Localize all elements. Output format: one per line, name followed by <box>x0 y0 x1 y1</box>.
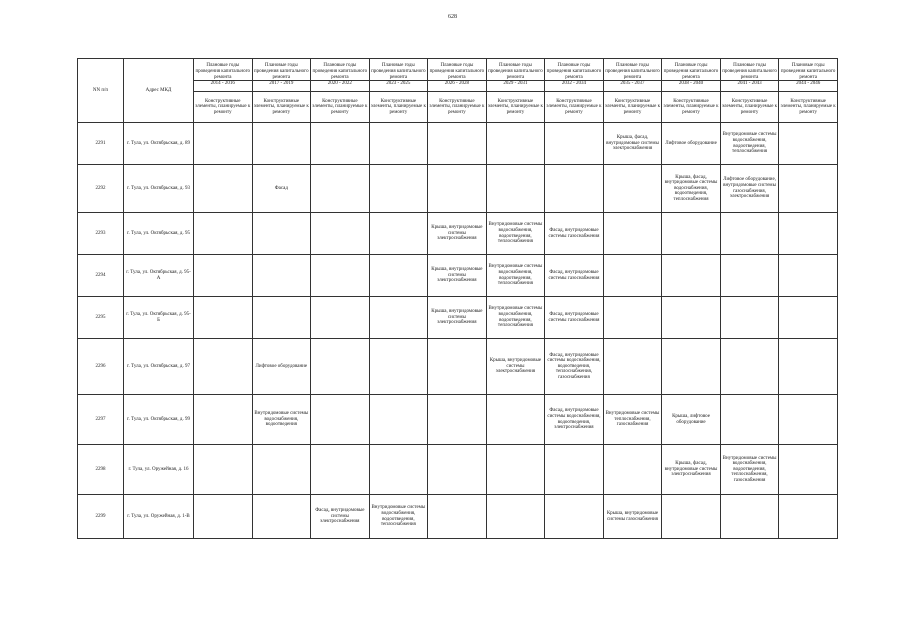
period-header <box>720 59 779 92</box>
period-cell <box>369 445 428 495</box>
row-address: г. Тула, ул. Октябрьская, д. 89 <box>124 123 194 165</box>
period-cell: Лифтовое оборудование <box>252 339 311 395</box>
period-cell <box>311 297 370 339</box>
elements-header: Конструктивные элементы, планируемые к ремонту <box>603 92 662 123</box>
period-cell: Внутридомовые системы водоснабжения, водоотведения, теплоснабжения <box>486 213 545 255</box>
period-cell <box>369 297 428 339</box>
period-cell <box>720 297 779 339</box>
period-cell <box>252 495 311 539</box>
period-cell: Крыша, фасад, внутридомовые системы электроснабжения <box>603 123 662 165</box>
period-cell <box>545 123 604 165</box>
elements-header: Конструктивные элементы, планируемые к ремонту <box>428 92 487 123</box>
table-body <box>78 123 838 539</box>
table-row <box>78 297 838 339</box>
period-cell <box>369 123 428 165</box>
period-label: Плановые годы проведения капитального ремонта <box>780 63 836 80</box>
row-number: 2294 <box>78 255 124 297</box>
period-cell <box>486 395 545 445</box>
period-cell <box>369 213 428 255</box>
period-cell <box>603 339 662 395</box>
period-cell <box>486 495 545 539</box>
period-cell: Внутридомовые системы водоснабжения, водоотведения, теплоснабжения <box>720 123 779 165</box>
period-cell: Крыша, внутридомовые системы электроснабжения <box>428 297 487 339</box>
period-years: 2041 - 2043 <box>721 80 779 87</box>
period-cell <box>311 445 370 495</box>
period-cell: Крыша, внутридомовые системы электроснабжения <box>428 213 487 255</box>
elements-header: Конструктивные элементы, планируемые к ремонту <box>720 92 779 123</box>
table-row <box>78 123 838 165</box>
period-cell <box>428 395 487 445</box>
period-cell <box>486 165 545 213</box>
period-cell <box>194 123 253 165</box>
row-address: г. Тула, ул. Октябрьская, д. 95 <box>124 213 194 255</box>
period-cell <box>662 339 721 395</box>
table-row <box>78 339 838 395</box>
period-cell <box>779 123 838 165</box>
period-cell <box>369 165 428 213</box>
period-cell <box>428 495 487 539</box>
period-cell <box>194 213 253 255</box>
row-address: г. Тула, ул. Оружейная, д. 1-В <box>124 495 194 539</box>
row-number: 2292 <box>78 165 124 213</box>
period-cell <box>369 395 428 445</box>
period-cell: Фасад, внутридомовые системы газоснабжения <box>545 297 604 339</box>
period-cell <box>662 213 721 255</box>
period-years: 2026 - 2028 <box>428 80 486 87</box>
period-cell: Фасад, внутридомовые системы газоснабжения <box>545 255 604 297</box>
period-cell <box>545 495 604 539</box>
elements-header: Конструктивные элементы, планируемые к ремонту <box>369 92 428 123</box>
period-cell <box>720 255 779 297</box>
period-cell <box>428 123 487 165</box>
period-label: Плановые годы проведения капитального ремонта <box>429 63 485 80</box>
row-address: г. Тула, ул. Октябрьская, д. 95-А <box>124 255 194 297</box>
period-header <box>369 59 428 92</box>
period-header <box>662 59 721 92</box>
period-cell: Фасад, внутридомовые системы электроснабжения <box>311 495 370 539</box>
period-cell: Внутридомовые системы водоснабжения, водоотведения, теплоснабжения <box>369 495 428 539</box>
period-label: Плановые годы проведения капитального ремонта <box>488 63 543 80</box>
period-cell <box>779 297 838 339</box>
num-header: NN п/п <box>78 59 124 123</box>
period-header <box>311 59 370 92</box>
period-cell <box>194 445 253 495</box>
period-label: Плановые годы проведения капитального ремонта <box>722 63 777 80</box>
period-cell <box>428 165 487 213</box>
elements-header: Конструктивные элементы, планируемые к ремонту <box>194 92 253 123</box>
period-cell <box>311 213 370 255</box>
period-cell <box>428 445 487 495</box>
period-cell <box>369 339 428 395</box>
period-cell: Фасад <box>252 165 311 213</box>
period-cell <box>311 255 370 297</box>
period-cell <box>662 495 721 539</box>
period-cell <box>252 255 311 297</box>
period-cell <box>603 213 662 255</box>
period-cell <box>194 395 253 445</box>
row-number: 2298 <box>78 445 124 495</box>
period-cell <box>720 495 779 539</box>
period-cell <box>252 123 311 165</box>
row-number: 2299 <box>78 495 124 539</box>
capital-repair-table <box>77 58 838 539</box>
period-label: Плановые годы проведения капитального ремонта <box>605 63 660 80</box>
period-cell <box>720 213 779 255</box>
elements-header: Конструктивные элементы, планируемые к ремонту <box>486 92 545 123</box>
period-years: 2035 - 2037 <box>604 80 662 87</box>
period-header <box>194 59 253 92</box>
period-cell <box>252 297 311 339</box>
period-years: 2032 - 2034 <box>545 80 603 87</box>
period-cell: Крыша, фасад, внутридомовые системы водоснабжения, водоотведения, теплоснабжения <box>662 165 721 213</box>
period-label: Плановые годы проведения капитального ремонта <box>546 63 602 80</box>
period-cell <box>779 445 838 495</box>
address-header: Адрес МКД <box>124 59 194 123</box>
period-label: Плановые годы проведения капитального ремонта <box>312 63 368 80</box>
period-cell: Крыша, внутридомовые системы электроснабжения <box>486 339 545 395</box>
period-cell: Крыша, внутридомовые системы электроснабжения <box>428 255 487 297</box>
table-row <box>78 255 838 297</box>
period-cell: Крыша, фасад, внутридомовые системы электроснабжения <box>662 445 721 495</box>
row-number: 2293 <box>78 213 124 255</box>
row-address: г. Тула, ул. Октябрьская, д. 93 <box>124 165 194 213</box>
period-cell: Внутридомовые системы теплоснабжения, газоснабжения <box>603 395 662 445</box>
period-header <box>545 59 604 92</box>
period-label: Плановые годы проведения капитального ремонта <box>663 63 719 80</box>
period-cell <box>428 339 487 395</box>
period-cell <box>603 297 662 339</box>
period-cell: Крыша, внутридомовые системы газоснабжения <box>603 495 662 539</box>
period-header <box>779 59 838 92</box>
period-cell: Внутридомовые системы водоснабжения, водоотведения, теплоснабжения, газоснабжения <box>720 445 779 495</box>
period-cell <box>779 213 838 255</box>
elements-header: Конструктивные элементы, планируемые к ремонту <box>311 92 370 123</box>
period-cell: Внутридомовые системы водоснабжения, водоотведения, теплоснабжения <box>486 297 545 339</box>
period-years: 2029 - 2031 <box>487 80 545 87</box>
period-cell <box>311 395 370 445</box>
period-cell <box>779 395 838 445</box>
page-number: 628 <box>448 14 457 20</box>
table-row <box>78 165 838 213</box>
period-cell: Крыша, лифтовое оборудование <box>662 395 721 445</box>
elements-header: Конструктивные элементы, планируемые к ремонту <box>779 92 838 123</box>
period-cell <box>779 165 838 213</box>
period-label: Плановые годы проведения капитального ремонта <box>195 63 251 80</box>
period-cell: Лифтовое оборудование <box>662 123 721 165</box>
period-cell: Фасад, внутридомовые системы водоснабжения, водоотведения, теплоснабжения, газоснабжения <box>545 339 604 395</box>
period-cell <box>779 495 838 539</box>
period-cell <box>720 395 779 445</box>
period-cell <box>603 255 662 297</box>
period-cell <box>252 445 311 495</box>
table-row <box>78 395 838 445</box>
row-number: 2291 <box>78 123 124 165</box>
period-header <box>252 59 311 92</box>
period-header <box>603 59 662 92</box>
period-cell <box>545 165 604 213</box>
period-years: 2017 - 2019 <box>253 80 311 87</box>
period-cell <box>662 297 721 339</box>
row-number: 2296 <box>78 339 124 395</box>
period-cell <box>252 213 311 255</box>
row-number: 2295 <box>78 297 124 339</box>
header-row-periods <box>78 59 838 92</box>
period-years: 2020 - 2022 <box>311 80 369 87</box>
period-cell <box>194 495 253 539</box>
period-cell <box>194 255 253 297</box>
period-cell <box>311 123 370 165</box>
elements-header: Конструктивные элементы, планируемые к ремонту <box>545 92 604 123</box>
period-cell: Фасад, внутридомовые системы газоснабжения <box>545 213 604 255</box>
period-cell <box>194 297 253 339</box>
period-cell <box>779 339 838 395</box>
row-address: г. Тула, ул. Оружейная, д. 16 <box>124 445 194 495</box>
period-cell <box>311 339 370 395</box>
elements-header: Конструктивные элементы, планируемые к ремонту <box>662 92 721 123</box>
period-header <box>486 59 545 92</box>
elements-header: Конструктивные элементы, планируемые к ремонту <box>252 92 311 123</box>
period-cell: Внутридомовые системы водоснабжения, водоотведения <box>252 395 311 445</box>
period-label: Плановые годы проведения капитального ремонта <box>254 63 309 80</box>
period-cell <box>194 339 253 395</box>
period-cell <box>311 165 370 213</box>
period-years: 2038 - 2040 <box>662 80 720 87</box>
table-row <box>78 495 838 539</box>
period-cell: Внутридомовые системы водоснабжения, водоотведения, теплоснабжения <box>486 255 545 297</box>
table-row <box>78 445 838 495</box>
period-cell <box>779 255 838 297</box>
period-cell <box>662 255 721 297</box>
row-address: г. Тула, ул. Октябрьская, д. 95-Б <box>124 297 194 339</box>
period-cell: Лифтовое оборудование, внутридомовые системы газоснабжения, электроснабжения <box>720 165 779 213</box>
period-cell <box>603 445 662 495</box>
period-years: 2044 - 2046 <box>779 80 837 87</box>
table-row <box>78 213 838 255</box>
period-cell: Фасад, внутридомовые системы водоснабжения, водоотведения, электроснабжения <box>545 395 604 445</box>
period-years: 2023 - 2025 <box>370 80 428 87</box>
row-number: 2297 <box>78 395 124 445</box>
period-cell <box>194 165 253 213</box>
period-label: Плановые годы проведения капитального ремонта <box>371 63 426 80</box>
row-address: г. Тула, ул. Октябрьская, д. 99 <box>124 395 194 445</box>
period-cell <box>603 165 662 213</box>
period-cell <box>545 445 604 495</box>
row-address: г. Тула, ул. Октябрьская, д. 97 <box>124 339 194 395</box>
period-cell <box>720 339 779 395</box>
period-cell <box>486 445 545 495</box>
period-header <box>428 59 487 92</box>
period-cell <box>486 123 545 165</box>
period-years: 2014 - 2016 <box>194 80 252 87</box>
period-cell <box>369 255 428 297</box>
